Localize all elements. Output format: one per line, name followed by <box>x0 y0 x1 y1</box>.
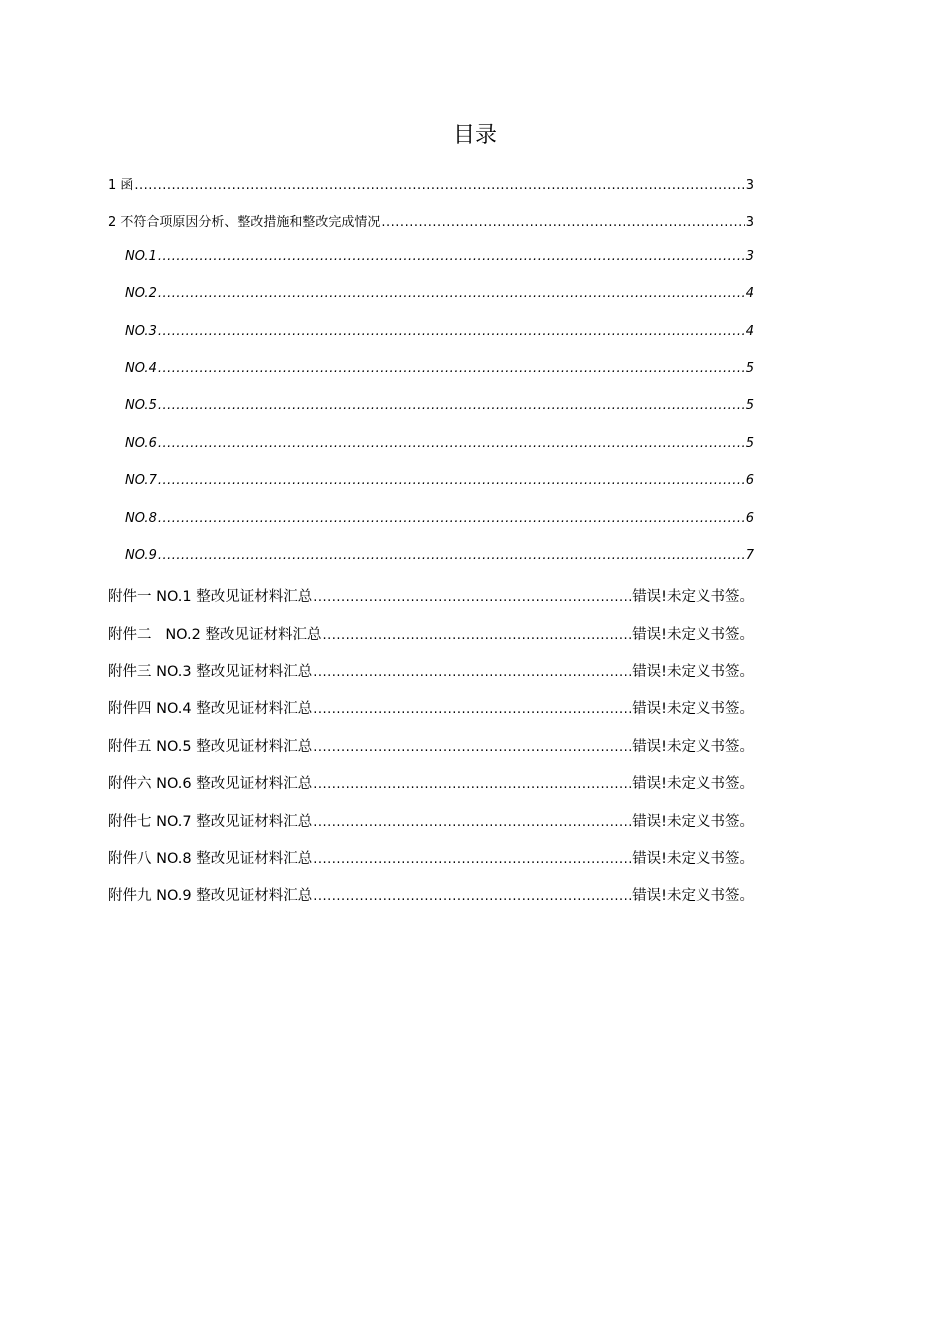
toc-entry-label: 1 函 <box>108 178 134 193</box>
toc-entry-label: 附件九 NO.9 整改见证材料汇总 <box>108 888 313 905</box>
toc-dot-leader <box>158 473 745 488</box>
toc-entry-page: 3 <box>745 178 754 193</box>
toc-entry-label: 2 不符合项原因分析、整改措施和整改完成情况 <box>108 215 381 231</box>
toc-entry-no7[interactable] <box>108 473 754 510</box>
toc-entry-page: 5 <box>745 398 754 414</box>
toc-entry-page: 错误!未定义书签。 <box>632 664 754 681</box>
toc-entry-label: 附件七 NO.7 整改见证材料汇总 <box>108 813 313 830</box>
toc-dot-leader <box>313 815 631 830</box>
toc-entry-page: 3 <box>745 248 754 264</box>
toc-entry-no4[interactable] <box>108 361 754 398</box>
toc-entry-analysis[interactable] <box>108 211 754 248</box>
toc-entry-letter[interactable] <box>108 174 754 211</box>
toc-entry-no9[interactable] <box>108 548 754 585</box>
toc-entry-no5[interactable] <box>108 398 754 435</box>
toc-entry-appendix-3[interactable] <box>108 660 754 697</box>
toc-dot-leader <box>313 702 631 717</box>
toc-dot-leader <box>158 436 745 451</box>
toc-entry-label: 附件五 NO.5 整改见证材料汇总 <box>108 738 313 755</box>
toc-entry-page: 错误!未定义书签。 <box>632 738 754 755</box>
toc-entry-label: 附件八 NO.8 整改见证材料汇总 <box>108 851 313 868</box>
toc-entry-page: 错误!未定义书签。 <box>632 701 754 718</box>
toc-entry-page: 错误!未定义书签。 <box>632 626 754 643</box>
toc-entry-appendix-5[interactable] <box>108 735 754 772</box>
toc-entry-no2[interactable] <box>108 286 754 323</box>
toc-entry-appendix-8[interactable] <box>108 847 754 884</box>
toc-dot-leader <box>158 361 745 376</box>
toc-dot-leader <box>158 511 745 526</box>
toc-dot-leader <box>158 249 745 264</box>
toc-entry-no1[interactable] <box>108 249 754 286</box>
toc-entry-page: 6 <box>745 473 754 489</box>
toc-dot-leader <box>313 852 631 867</box>
toc-entry-label: NO.9 <box>125 547 157 563</box>
toc-dot-leader <box>158 548 745 563</box>
toc-entry-label: 附件二 NO.2 整改见证材料汇总 <box>108 626 322 643</box>
toc-entry-label: 附件一 NO.1 整改见证材料汇总 <box>108 589 313 606</box>
toc-entry-appendix-9[interactable] <box>108 884 754 921</box>
toc-entry-page: 5 <box>745 435 754 451</box>
toc-entry-page: 5 <box>745 360 754 376</box>
toc-entry-appendix-7[interactable] <box>108 810 754 847</box>
toc-dot-leader <box>313 777 631 792</box>
toc-entry-label: NO.1 <box>125 248 157 264</box>
toc-entry-appendix-6[interactable] <box>108 772 754 809</box>
toc-entry-no8[interactable] <box>108 511 754 548</box>
toc-entry-page: 错误!未定义书签。 <box>632 851 754 868</box>
toc-entry-label: NO.4 <box>125 360 157 376</box>
toc-entry-page: 7 <box>745 547 754 563</box>
toc-entry-page: 错误!未定义书签。 <box>632 888 754 905</box>
toc-entry-page: 错误!未定义书签。 <box>632 813 754 830</box>
toc-entry-label: NO.5 <box>125 398 157 414</box>
toc-dot-leader <box>313 590 631 605</box>
toc-dot-leader <box>322 628 631 643</box>
toc-dot-leader <box>313 665 631 680</box>
toc-entry-page: 3 <box>745 215 754 231</box>
toc-entry-label: 附件六 NO.6 整改见证材料汇总 <box>108 776 313 793</box>
toc-entry-no3[interactable] <box>108 324 754 361</box>
toc-entry-label: NO.7 <box>125 473 157 489</box>
toc-entry-page: 6 <box>745 510 754 526</box>
toc-dot-leader <box>381 215 744 230</box>
toc-entry-label: 附件四 NO.4 整改见证材料汇总 <box>108 701 313 718</box>
toc-dot-leader <box>158 398 745 413</box>
toc-entry-label: NO.6 <box>125 435 157 451</box>
toc-entry-label: NO.3 <box>125 323 157 339</box>
toc-entry-appendix-2[interactable] <box>108 623 754 660</box>
toc-entry-label: NO.8 <box>125 510 157 526</box>
toc-dot-leader <box>134 178 744 193</box>
toc-dot-leader <box>313 889 631 904</box>
toc-entry-page: 错误!未定义书签。 <box>632 589 754 606</box>
toc-dot-leader <box>158 286 745 301</box>
toc-entry-appendix-1[interactable] <box>108 585 754 622</box>
toc-entry-label: 附件三 NO.3 整改见证材料汇总 <box>108 664 313 681</box>
toc-entry-page: 4 <box>745 323 754 339</box>
table-of-contents <box>108 174 754 922</box>
toc-dot-leader <box>313 740 631 755</box>
toc-title: 目录 <box>452 123 497 148</box>
toc-dot-leader <box>158 324 745 339</box>
toc-entry-appendix-4[interactable] <box>108 697 754 734</box>
toc-entry-page: 错误!未定义书签。 <box>632 776 754 793</box>
toc-entry-page: 4 <box>745 286 754 302</box>
toc-entry-no6[interactable] <box>108 436 754 473</box>
toc-entry-label: NO.2 <box>125 286 157 302</box>
